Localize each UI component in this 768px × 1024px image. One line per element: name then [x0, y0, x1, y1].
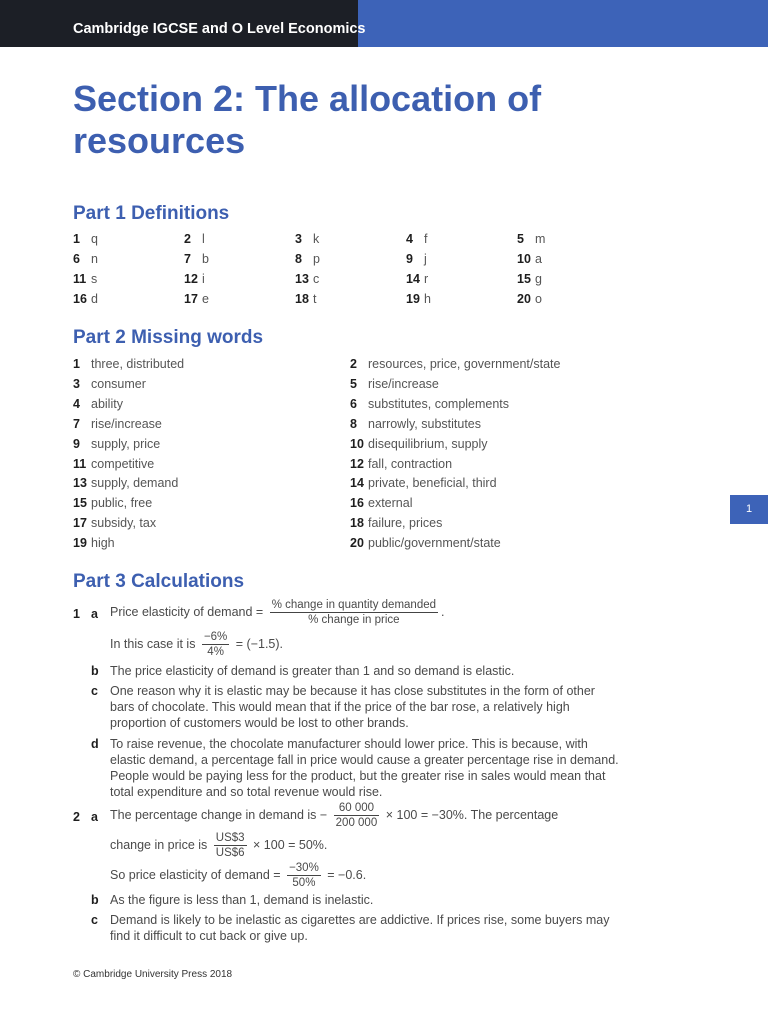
q2a-line1-numerator: 60 000: [334, 801, 380, 816]
q2a-line3-fraction: [287, 861, 321, 890]
part3-heading: Part 3 Calculations: [73, 571, 245, 592]
missing-words-answer: consumer: [91, 377, 146, 391]
missing-words-number: 15: [73, 496, 87, 510]
definition-number: 14: [406, 272, 420, 286]
q2a-line1-denominator: 200 000: [335, 817, 378, 829]
q2a-line1: [110, 801, 558, 830]
definition-number: 18: [295, 292, 309, 306]
missing-words-number: 4: [73, 397, 80, 411]
definition-number: 20: [517, 292, 531, 306]
missing-words-answer: failure, prices: [368, 516, 443, 530]
q2a-line2-fraction: [214, 831, 247, 860]
missing-words-item: [73, 456, 154, 472]
definition-letter: n: [91, 252, 98, 266]
definition-item: [184, 251, 209, 267]
q2a-line1-suffix: × 100 = −30%. The percentage: [385, 807, 559, 822]
q1a-working-suffix: = (−1.5).: [235, 636, 284, 651]
missing-words-item: [350, 416, 481, 432]
missing-words-item: [73, 396, 123, 412]
q2c-label: c: [91, 913, 98, 927]
missing-words-number: 3: [73, 377, 80, 391]
definition-number: 1: [73, 232, 80, 246]
definition-letter: d: [91, 292, 98, 306]
missing-words-number: 9: [73, 437, 80, 451]
missing-words-item: [73, 436, 160, 452]
missing-words-item: [350, 376, 439, 392]
definition-number: 2: [184, 232, 191, 246]
q1a-working-fraction: [202, 630, 229, 659]
missing-words-answer: fall, contraction: [368, 457, 453, 471]
q2b-answer: As the figure is less than 1, demand is inelastic.: [110, 893, 374, 907]
definition-number: 19: [406, 292, 420, 306]
q1a-label: a: [91, 607, 98, 621]
definition-letter: q: [91, 232, 98, 246]
q1c-label: c: [91, 684, 98, 698]
missing-words-number: 11: [73, 457, 87, 471]
missing-words-answer: rise/increase: [91, 417, 162, 431]
definition-item: [73, 231, 98, 247]
q2-number: 2: [73, 810, 80, 824]
definition-letter: g: [535, 272, 542, 286]
q1b-answer: The price elasticity of demand is greater than 1 and so demand is elastic.: [110, 664, 515, 678]
missing-words-number: 7: [73, 417, 80, 431]
missing-words-item: [350, 396, 509, 412]
missing-words-number: 19: [73, 536, 87, 550]
definition-item: [295, 251, 320, 267]
missing-words-answer: rise/increase: [368, 377, 439, 391]
missing-words-answer: public, free: [91, 496, 153, 510]
header-bar-accent: [358, 0, 768, 47]
missing-words-number: 12: [350, 457, 364, 471]
definition-number: 15: [517, 272, 531, 286]
definition-item: [406, 271, 428, 287]
definition-letter: m: [535, 232, 546, 246]
missing-words-item: [350, 456, 452, 472]
missing-words-number: 1: [73, 357, 80, 371]
definition-number: 13: [295, 272, 309, 286]
q2a-line3-numerator: −30%: [289, 862, 319, 874]
q1-number: 1: [73, 607, 80, 621]
q2a-line1-fraction: [334, 801, 380, 830]
definition-letter: r: [424, 272, 429, 286]
q2a-line2-denominator: US$6: [215, 847, 245, 859]
definition-letter: i: [202, 272, 205, 286]
definition-letter: e: [202, 292, 209, 306]
definition-letter: k: [313, 232, 320, 246]
missing-words-number: 2: [350, 357, 357, 371]
missing-words-answer: resources, price, government/state: [368, 357, 561, 371]
q1a-denominator: % change in price: [308, 614, 400, 626]
q2a-line3-denominator: 50%: [292, 877, 316, 889]
missing-words-item: [73, 515, 156, 531]
missing-words-answer: ability: [91, 397, 123, 411]
missing-words-item: [73, 376, 146, 392]
q2a-line1-prefix: The percentage change in demand is −: [110, 807, 328, 822]
missing-words-answer: private, beneficial, third: [368, 476, 497, 490]
definition-number: 3: [295, 232, 302, 246]
missing-words-number: 13: [73, 476, 87, 490]
definition-item: [406, 231, 427, 247]
missing-words-answer: subsidy, tax: [91, 516, 157, 530]
section-title: Section 2: The allocation of resources: [73, 78, 542, 161]
part2-heading: Part 2 Missing words: [73, 327, 264, 348]
q1a-working-numerator: −6%: [203, 631, 228, 643]
missing-words-item: [73, 416, 162, 432]
definition-letter: f: [424, 232, 428, 246]
definition-number: 6: [73, 252, 80, 266]
missing-words-item: [350, 475, 497, 491]
missing-words-number: 10: [350, 437, 364, 451]
definition-letter: b: [202, 252, 209, 266]
definition-letter: c: [313, 272, 320, 286]
q2a-line3-prefix: So price elasticity of demand =: [110, 867, 281, 882]
missing-words-answer: three, distributed: [91, 357, 185, 371]
missing-words-answer: competitive: [91, 457, 155, 471]
q2a-line3-suffix: = −0.6.: [327, 867, 367, 882]
header-title: Cambridge IGCSE and O Level Economics: [73, 21, 366, 37]
definition-letter: p: [313, 252, 320, 266]
definition-letter: l: [202, 232, 205, 246]
missing-words-item: [73, 535, 115, 551]
definition-number: 8: [295, 252, 302, 266]
definition-number: 10: [517, 252, 531, 266]
definition-item: [73, 251, 98, 267]
definition-item: [406, 251, 427, 267]
missing-words-item: [73, 495, 152, 511]
missing-words-number: 18: [350, 516, 364, 530]
definition-item: [184, 271, 205, 287]
missing-words-item: [350, 436, 488, 452]
q1a-working-denominator: 4%: [207, 646, 224, 658]
definition-number: 4: [406, 232, 413, 246]
q1b-label: b: [91, 664, 99, 678]
definition-letter: a: [535, 252, 542, 266]
definition-number: 9: [406, 252, 413, 266]
q1d-label: d: [91, 737, 99, 751]
definition-item: [73, 271, 97, 287]
q1a-numerator: % change in quantity demanded: [271, 599, 437, 611]
definition-number: 17: [184, 292, 198, 306]
part1-heading: Part 1 Definitions: [73, 203, 230, 224]
definition-item: [73, 291, 98, 307]
q1a-fraction: [270, 598, 438, 627]
missing-words-answer: substitutes, complements: [368, 397, 510, 411]
missing-words-item: [73, 475, 178, 491]
definition-number: 16: [73, 292, 87, 306]
missing-words-number: 17: [73, 516, 87, 530]
missing-words-number: 20: [350, 536, 364, 550]
q1a-working-prefix: In this case it is: [110, 636, 196, 651]
q1a-working: [110, 630, 283, 659]
q2a-line2-suffix: × 100 = 50%.: [253, 837, 328, 852]
q2b-label: b: [91, 893, 99, 907]
definition-number: 7: [184, 252, 191, 266]
missing-words-answer: narrowly, substitutes: [368, 417, 482, 431]
definition-number: 5: [517, 232, 524, 246]
missing-words-number: 6: [350, 397, 357, 411]
definition-letter: h: [424, 292, 431, 306]
q2a-line3: [110, 861, 366, 890]
q2a-line2-prefix: change in price is: [110, 837, 208, 852]
page-number-tab: 1: [730, 495, 768, 524]
definition-item: [184, 231, 205, 247]
missing-words-answer: external: [368, 496, 413, 510]
definition-item: [517, 271, 542, 287]
definition-item: [184, 291, 209, 307]
definition-item: [517, 251, 542, 267]
q2a-label: a: [91, 810, 98, 824]
missing-words-item: [350, 495, 412, 511]
q1c-answer: One reason why it is elastic may be because it has close substitutes in the form of other bars of chocolate. This would mean that if the price of the bar rose, a relatively high proportion of customers would be lost to other brands.: [110, 684, 595, 730]
missing-words-answer: public/government/state: [368, 536, 501, 550]
missing-words-answer: disequilibrium, supply: [368, 437, 488, 451]
q1a-formula-prefix: Price elasticity of demand =: [110, 604, 264, 619]
copyright-footer: © Cambridge University Press 2018: [73, 969, 233, 980]
q2a-line2: [110, 831, 327, 860]
missing-words-number: 14: [350, 476, 364, 490]
missing-words-answer: supply, price: [91, 437, 161, 451]
definition-item: [517, 231, 545, 247]
missing-words-number: 5: [350, 377, 357, 391]
definition-item: [517, 291, 542, 307]
definition-letter: j: [424, 252, 427, 266]
q1a-formula: [110, 598, 445, 627]
missing-words-number: 16: [350, 496, 364, 510]
q2c-answer: Demand is likely to be inelastic as cigarettes are addictive. If prices rise, some buyers may find it difficult to cut back or give up.: [110, 913, 610, 943]
missing-words-answer: high: [91, 536, 115, 550]
definition-item: [295, 291, 316, 307]
missing-words-item: [350, 356, 560, 372]
q1d-answer: To raise revenue, the chocolate manufacturer should lower price. This is because, with elastic demand, a percentage fall in price would cause a greater percentage rise in demand. People would be paying less for the product, but the greater rise in sales would mean that total expenditure and so total revenue would rise.: [110, 737, 619, 799]
definition-number: 11: [73, 272, 87, 286]
definition-item: [406, 291, 431, 307]
q1a-formula-suffix: .: [441, 604, 445, 619]
missing-words-item: [350, 515, 442, 531]
missing-words-number: 8: [350, 417, 357, 431]
definition-item: [295, 231, 319, 247]
definition-letter: s: [91, 272, 98, 286]
definition-letter: t: [313, 292, 317, 306]
definition-letter: o: [535, 292, 542, 306]
definition-item: [295, 271, 319, 287]
missing-words-answer: supply, demand: [91, 476, 179, 490]
missing-words-item: [73, 356, 184, 372]
missing-words-item: [350, 535, 501, 551]
q2a-line2-numerator: US$3: [215, 832, 245, 844]
definition-number: 12: [184, 272, 198, 286]
